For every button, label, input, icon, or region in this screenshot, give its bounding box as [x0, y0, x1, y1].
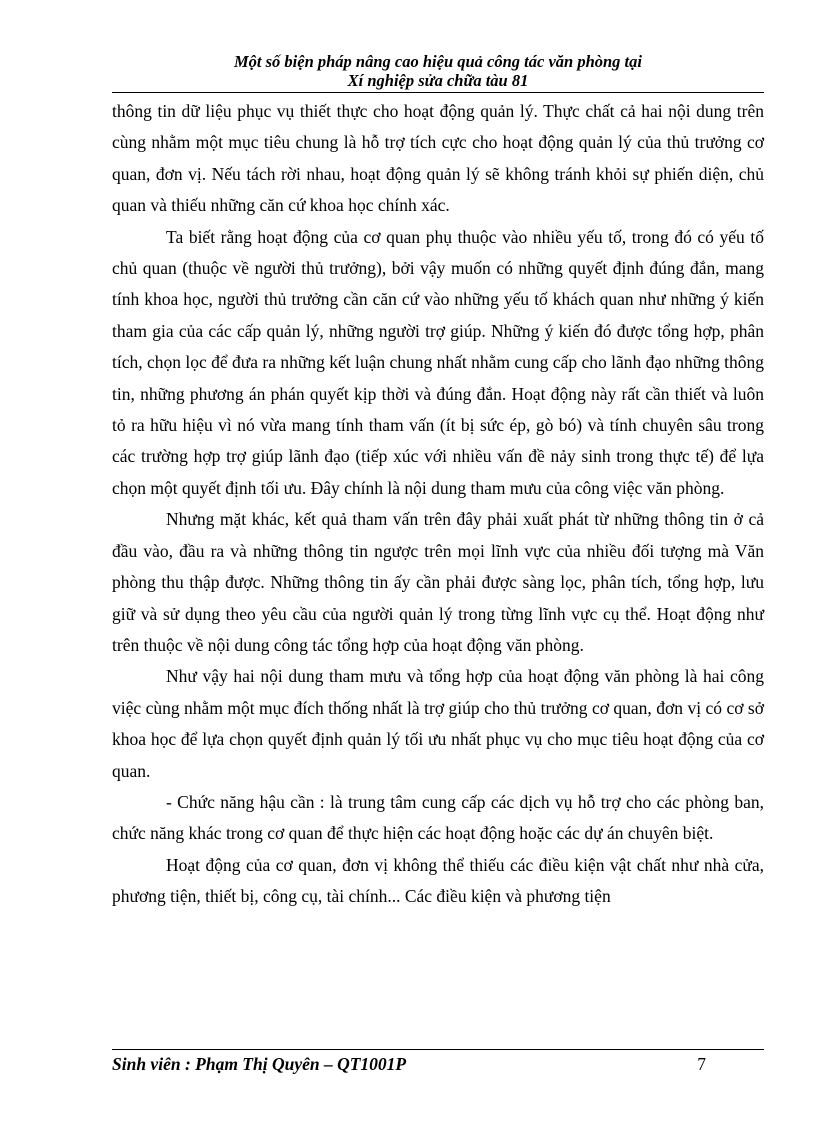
paragraph: Hoạt động của cơ quan, đơn vị không thể thiếu các điều kiện vật chất như nhà cửa, phương tiện, thiết bị, công cụ, tài chính... Các điều kiện và phương tiện [112, 854, 764, 907]
paragraph-list-item: - Chức năng hậu cần : là trung tâm cung cấp các dịch vụ hỗ trợ cho các phòng ban, chức năng khác trong cơ quan để thực hiện các hoạt động hoặc các dự án chuyên biệt. [112, 791, 764, 844]
footer-divider [112, 1049, 764, 1050]
page-number: 7 [697, 1054, 706, 1074]
running-header [112, 52, 764, 90]
footer-student-info: Sinh viên : Phạm Thị Quyên – QT1001P [112, 1054, 407, 1074]
header-title-line2: Xí nghiệp sửa chữa tàu 81 [347, 71, 529, 90]
paragraph-continuation: thông tin dữ liệu phục vụ thiết thực cho hoạt động quản lý. Thực chất cả hai nội dung trên cùng nhằm một mục tiêu chung là hỗ trợ tích cực cho hoạt động quản lý của thủ trưởng cơ quan, đơn vị. Nếu tách rời nhau, hoạt động quản lý sẽ không tránh khỏi sự phiến diện, chủ quan và thiếu những căn cứ khoa học chính xác. [112, 101, 764, 216]
header-divider [112, 92, 764, 93]
running-footer [112, 1053, 764, 1075]
paragraph: Ta biết rằng hoạt động của cơ quan phụ thuộc vào nhiều yếu tố, trong đó có yếu tố chủ quan (thuộc về người thủ trưởng), bởi vậy muốn có những quyết định đúng đắn, mang tính khoa học, người thủ trưởng cần căn cứ vào những yếu tố khách quan như những ý kiến tham gia của các cấp quản lý, những người trợ giúp. Những ý kiến đó được tổng hợp, phân tích, chọn lọc để đưa ra những kết luận chung nhất nhằm cung cấp cho lãnh đạo những thông tin, những phương án phán quyết kịp thời và đúng đắn. Hoạt động này rất cần thiết và luôn tỏ ra hữu hiệu vì nó vừa mang tính tham vấn (ít bị sức ép, gò bó) và tính chuyên sâu trong các trường hợp trợ giúp lãnh đạo (tiếp xúc với nhiều vấn đề nảy sinh trong thực tế) để lựa chọn một quyết định tối ưu. Đây chính là nội dung tham mưu của công việc văn phòng. [112, 226, 764, 498]
page-body [112, 96, 764, 913]
header-title-line1: Một số biện pháp nâng cao hiệu quả công tác văn phòng tại [234, 52, 642, 71]
paragraph: Nhưng mặt khác, kết quả tham vấn trên đây phải xuất phát từ những thông tin ở cả đầu vào, đầu ra và những thông tin ngược trên mọi lĩnh vực của nhiều đối tượng mà Văn phòng thu thập được. Những thông tin ấy cần phải được sàng lọc, phân tích, tổng hợp, lưu giữ và sử dụng theo yêu cầu của người quản lý trong từng lĩnh vực cụ thể. Hoạt động như trên thuộc về nội dung công tác tổng hợp của hoạt động văn phòng. [112, 509, 764, 655]
paragraph: Như vậy hai nội dung tham mưu và tổng hợp của hoạt động văn phòng là hai công việc cùng nhằm một mục đích thống nhất là trợ giúp cho thủ trưởng cơ quan, đơn vị có cơ sở khoa học để lựa chọn quyết định quản lý tối ưu nhất phục vụ cho mục tiêu hoạt động của cơ quan. [112, 666, 764, 781]
